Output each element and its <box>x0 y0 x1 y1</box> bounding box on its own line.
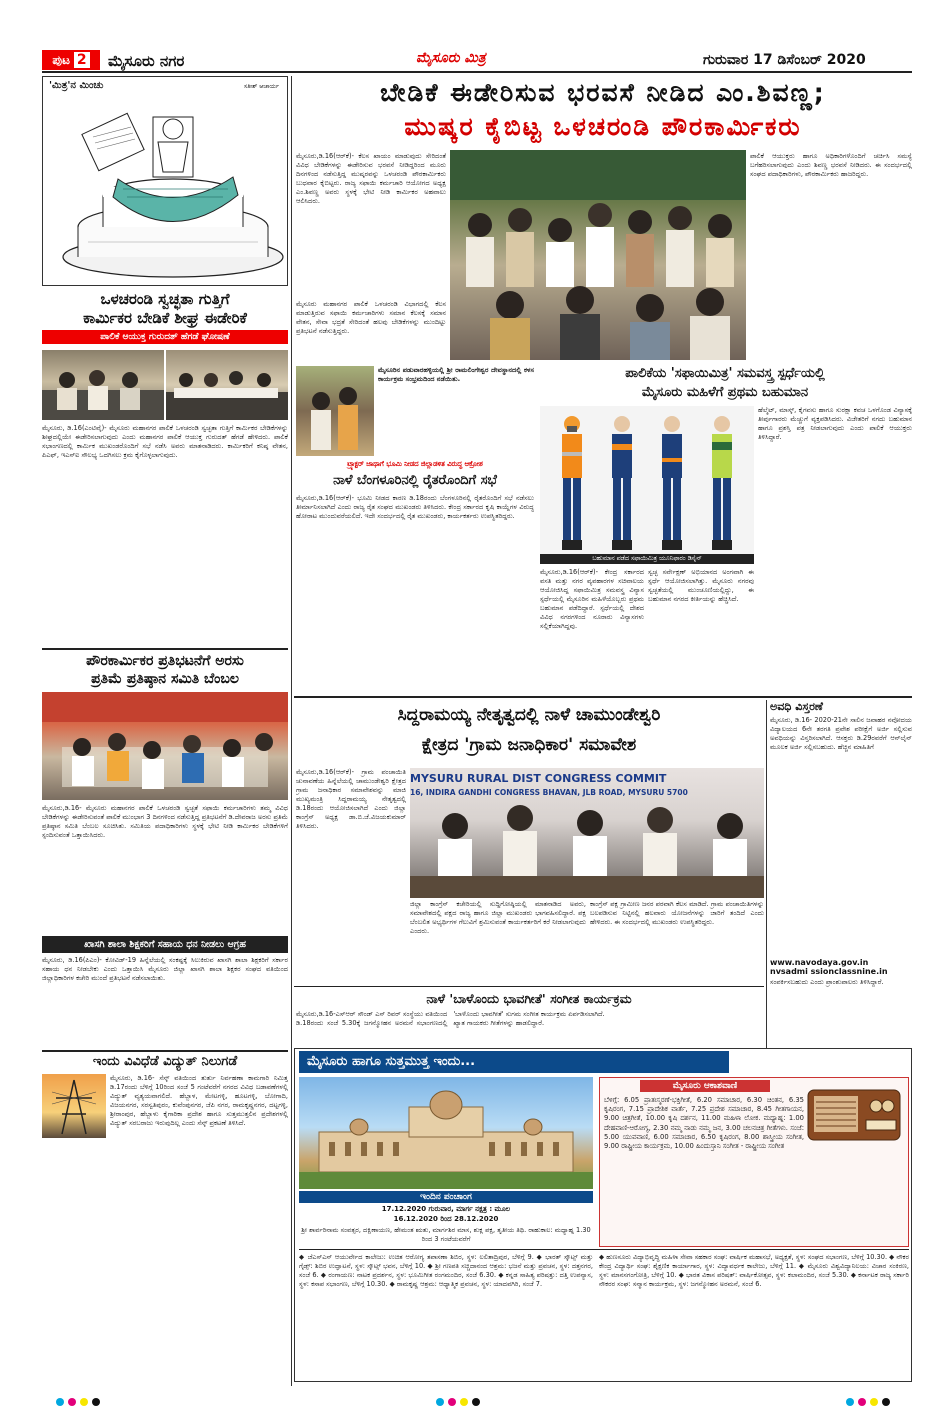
ugd-headline-1: ಒಳಚರಂಡಿ ಸ್ವಚ್ಛತಾ ಗುತ್ತಿಗೆ <box>100 290 230 308</box>
fee-story <box>42 936 288 1048</box>
siddu-headline-1: ಸಿದ್ದರಾಮಯ್ಯ ನೇತೃತ್ವದಲ್ಲಿ ನಾಳೆ ಚಾಮುಂಡೇಶ್ವರಿ <box>397 705 661 725</box>
radio-panel <box>599 1077 909 1247</box>
uniform-design-photo <box>540 406 754 564</box>
fee-body: ಮೈಸೂರು, ಡಿ.16(ಪಿಎಂ)- ಕೋವಿಡ್-19 ಹಿನ್ನೆಲೆಯಲ್ಲಿ ಸಂಕಷ್ಟಕ್ಕೆ ಸಿಲುಕಿರುವ ಖಾಸಗಿ ಶಾಲಾ ಶಿಕ್ಷಕರಿಗೆ ಸರ್ಕಾರ ಸಹಾಯ ಧನ ನೀಡಬೇಕು ಎಂದು ಒತ್ತಾಯಿಸಿ ಮೈಸೂರು ಜಿಲ್ಲಾ ಖಾಸಗಿ ಶಾಲಾ ಶಿಕ್ಷಕರ ಸಂಘದ ವತಿಯಿಂದ ಜಿಲ್ಲಾಧಿಕಾರಿಗಳ ಕಚೇರಿ ಮುಂದೆ ಪ್ರತಿಭಟನೆ ನಡೆಸಲಾಯಿತು. <box>42 956 288 982</box>
page-number-badge <box>42 50 100 70</box>
entrance-url-1[interactable]: www.navodaya.gov.in <box>770 958 869 967</box>
ugd-photo-2 <box>166 350 288 420</box>
protest-story <box>42 648 288 933</box>
cartoon-panel <box>42 76 288 286</box>
lead-body-col-1: ಮೈಸೂರು,ಡಿ.16(ಆರ್‌ಕೆ)- ಕೆಲಸ ಖಾಯಂ ಮಾಡುವುದು ಸೇರಿದಂತೆ ವಿವಿಧ ಬೇಡಿಕೆಗಳನ್ನು ಈಡೇರಿಸುವ ಭರವಸೆ ನೀಡಿದ್ದರಿಂದ ಮೂರು ದಿನಗಳಿಂದ ನಡೆಸುತ್ತಿದ್ದ ಮುಷ್ಕರವನ್ನು ಒಳಚರಂಡಿ ಪೌರಕಾರ್ಮಿಕರು ಬುಧವಾರ ಕೈಬಿಟ್ಟರು. ರಾಜ್ಯ ಸಫಾಯಿ ಕರ್ಮಚಾರಿ ಆಯೋಗದ ಅಧ್ಯಕ್ಷ ಎಂ.ಶಿವಣ್ಣ ಅವರು ಸ್ಥಳಕ್ಕೆ ಭೇಟಿ ನೀಡಿ ಕಾರ್ಮಿಕರ ಅಹವಾಲು ಆಲಿಸಿದರು. <box>296 152 446 205</box>
temple-photo <box>296 366 374 456</box>
today-section <box>294 1048 912 1382</box>
entrance-tail: ಸಂಪರ್ಕಿಸಬಹುದು ಎಂದು ಪ್ರಾಂಶುಪಾಲರು ತಿಳಿಸಿದ್ದಾರೆ. <box>770 978 884 986</box>
power-story <box>42 1050 288 1380</box>
registration-marks <box>0 1392 945 1422</box>
section-title: ಮೈಸೂರು ನಗರ <box>108 52 185 70</box>
lead-body-col-2: ಮೈಸೂರು ಮಹಾನಗರ ಪಾಲಿಕೆ ಒಳಚರಂಡಿ ವಿಭಾಗದಲ್ಲಿ ಕೆಲಸ ಮಾಡುತ್ತಿರುವ ಸಫಾಯಿ ಕರ್ಮಚಾರಿಗಳು ಸಮಾನ ಕೆಲಸಕ್ಕೆ ಸಮಾನ ವೇತನ, ಸೇವಾ ಭದ್ರತೆ ಸೇರಿದಂತೆ ಹಲವು ಬೇಡಿಕೆಗಳನ್ನು ಮುಂದಿಟ್ಟು ಪ್ರತಿಭಟನೆ ನಡೆಸುತ್ತಿದ್ದರು. <box>296 300 446 335</box>
protest-photo <box>42 692 288 800</box>
farmers-body: ಮೈಸೂರು,ಡಿ.16(ಆರ್‌ಕೆ)- ಭೂಮಿ ನೀಡದ ಕಾರಣ ಡಿ.18ರಂದು ಬೆಂಗಳೂರಿನಲ್ಲಿ ರೈತರೊಂದಿಗೆ ಸಭೆ ನಡೆಸಲು ತೀರ್ಮಾನಿಸಲಾಗಿದೆ ಎಂದು ರಾಜ್ಯ ರೈತ ಸಂಘದ ಮುಖಂಡರು ತಿಳಿಸಿದರು. ಕೇಂದ್ರ ಸರ್ಕಾರದ ಕೃಷಿ ಕಾಯ್ದೆಗಳ ವಿರುದ್ಧ ಹೋರಾಟ ಮುಂದುವರೆಯಲಿದೆ. ಇದೇ ಸಂದರ್ಭದಲ್ಲಿ ರೈತ ಮುಖಂಡರು, ಕಾರ್ಯಕರ್ತರು ಉಪಸ್ಥಿತರಿದ್ದರು. <box>296 494 534 520</box>
safai-headline-1: ಪಾಲಿಕೆಯ 'ಸಫಾಯಿಮಿತ್ರ' ಸಮವಸ್ತ್ರ ಸ್ಪರ್ಧೆಯಲ್ಲಿ <box>625 366 825 381</box>
ugd-story <box>42 290 288 645</box>
today-banner: ಮೈಸೂರು ಹಾಗೂ ಸುತ್ತಮುತ್ತ ಇಂದು... <box>299 1051 729 1073</box>
events-right: ◆ ಹುಣಸೂರು ವಿದ್ಯಾಭಿವೃದ್ಧಿ ಮಹಿಳಾ ಸೇವಾ ಸಹಕಾರ ಸಂಘ: ವಾರ್ಷಿಕ ಮಹಾಸಭೆ, ಅಧ್ಯಕ್ಷತೆ, ಸ್ಥಳ: ಸಂಘದ ಸಭಾಂಗಣ, ಬೆಳಿಗ್ಗೆ 10.30. ◆ ನೌಕರ ಕೇಂದ್ರ ವಿದ್ಯಾರ್ಥಿ ಸಂಘ: ಶೈಕ್ಷಣಿಕ ಕಾರ್ಯಾಗಾರ, ಸ್ಥಳ: ವಿದ್ಯಾವರ್ಧಕ ಕಾಲೇಜು, ಬೆಳಿಗ್ಗೆ 11. ◆ ಮೈಸೂರು ವಿಶ್ವವಿದ್ಯಾನಿಲಯ: ವಿಚಾರ ಸಂಕಿರಣ, ಸ್ಥಳ: ಮಾನಸಗಂಗೋತ್ರಿ, ಬೆಳಿಗ್ಗೆ 10. ◆ ಭಾರತ ವಿಕಾಸ ಪರಿಷತ್: ವಾರ್ಷಿಕೋತ್ಸವ, ಸ್ಥಳ: ಕಲಾಮಂದಿರ, ಸಂಜೆ 5.30. ◆ ಕರ್ನಾಟಕ ರಾಜ್ಯ ಸರ್ಕಾರಿ ನೌಕರರ ಸಂಘ: ಸನ್ಮಾನ ಕಾರ್ಯಕ್ರಮ, ಸ್ಥಳ: ಜಗನ್ಮೋಹನ ಅರಮನೆ, ಸಂಜೆ 6. <box>599 1253 909 1288</box>
lead-headline-block <box>294 76 912 148</box>
entrance-headline: ಅವಧಿ ವಿಸ್ತರಣೆ <box>770 700 823 713</box>
page-number: 2 <box>74 52 90 68</box>
uniform-photo-caption: ಬಹುಮಾನ ಪಡೆದ ಸಫಾಯಿಮಿತ್ರ ಯೂನಿಫಾರಂ ಡಿಸೈನ್ <box>540 554 754 564</box>
siddu-body-3: ಕಾಂಗ್ರೆಸ್ ಪಕ್ಷ ಗ್ರಾಮೀಣ ಜನರ ಪರವಾಗಿ ಕೆಲಸ ಮಾಡಿದೆ. ಗ್ರಾಮ ಪಂಚಾಯಿತಿಗಳನ್ನು ಬಲಪಡಿಸುವ ನಿಟ್ಟಿನಲ್ಲಿ ಹಲವಾರು ಯೋಜನೆಗಳನ್ನು ಜಾರಿಗೆ ತಂದಿದೆ ಎಂದು ಹೇಳಿದರು. ಈ ಸಂದರ್ಭದಲ್ಲಿ ಮುಖಂಡರು ಉಪಸ್ಥಿತರಿದ್ದರು. <box>590 900 764 926</box>
ugd-body: ಮೈಸೂರು, ಡಿ.16(ಎಂಟಿವೈ)- ಮೈಸೂರು ಮಹಾನಗರ ಪಾಲಿಕೆ ಒಳಚರಂಡಿ ಸ್ವಚ್ಛತಾ ಗುತ್ತಿಗೆ ಕಾರ್ಮಿಕರ ಬೇಡಿಕೆಗಳನ್ನು ಶೀಘ್ರದಲ್ಲಿಯೇ ಈಡೇರಿಸಲಾಗುವುದು ಎಂದು ಮಹಾನಗರ ಪಾಲಿಕೆ ಆಯುಕ್ತ ಗುರುದತ್ ಹೆಗಡೆ ಹೇಳಿದರು. ಪಾಲಿಕೆ ಸಭಾಂಗಣದಲ್ಲಿ ಕಾರ್ಮಿಕ ಮುಖಂಡರೊಂದಿಗೆ ಸಭೆ ನಡೆಸಿ ಅವರು ಮಾತನಾಡಿದರು. ಕಾರ್ಮಿಕರಿಗೆ ಕನಿಷ್ಠ ವೇತನ, ಪಿಎಫ್, ಇಎಸ್‌ಐ ಸೌಲಭ್ಯ ಒದಗಿಸಲು ಕ್ರಮ ಕೈಗೊಳ್ಳಲಾಗುವುದು. <box>42 424 288 459</box>
safai-headline-2: ಮೈಸೂರು ಮಹಿಳೆಗೆ ಪ್ರಥಮ ಬಹುಮಾನ <box>641 385 809 400</box>
ugd-kicker: ಪಾಲಿಕೆ ಆಯುಕ್ತ ಗುರುದತ್ ಹೆಗಡೆ ಘೋಷಣೆ <box>42 330 288 344</box>
farmers-headline: ನಾಳೆ ಬೆಂಗಳೂರಿನಲ್ಲಿ ರೈತರೊಂದಿಗೆ ಸಭೆ <box>333 473 497 488</box>
protest-headline-1: ಪೌರಕಾರ್ಮಿಕರ ಪ್ರತಿಭಟನೆಗೆ ಅರಸು <box>86 653 244 669</box>
page-label: ಪುಟ <box>52 52 70 67</box>
press-banner-line-1: MYSURU RURAL DIST CONGRESS COMMIT <box>410 772 667 785</box>
siddu-body-2: ಜಿಲ್ಲಾ ಕಾಂಗ್ರೆಸ್ ಕಚೇರಿಯಲ್ಲಿ ಸುದ್ದಿಗೋಷ್ಠಿಯಲ್ಲಿ ಮಾತನಾಡಿದ ಅವರು, ಸಮಾವೇಶದಲ್ಲಿ ಪಕ್ಷದ ರಾಜ್ಯ ಹಾಗೂ ಜಿಲ್ಲಾ ಮುಖಂಡರು ಭಾಗವಹಿಸಲಿದ್ದಾರೆ. ಪಕ್ಷ ಬೆಂಬಲಿತ ಅಭ್ಯರ್ಥಿಗಳ ಗೆಲುವಿಗೆ ಶ್ರಮಿಸುವಂತೆ ಕಾರ್ಯಕರ್ತರಿಗೆ ಕರೆ ನೀಡಲಾಗುವುದು ಎಂದರು. <box>410 900 586 935</box>
music-headline: ನಾಳೆ 'ಬಾಳೊಂದು ಭಾವಗೀತೆ' ಸಂಗೀತ ಕಾರ್ಯಕ್ರಮ <box>426 991 632 1006</box>
press-meet-photo <box>410 768 764 898</box>
lead-body-col-3: ಪಾಲಿಕೆ ಆಯುಕ್ತರು ಹಾಗೂ ಅಧಿಕಾರಿಗಳೊಂದಿಗೆ ಚರ್ಚಿಸಿ ಸಮಸ್ಯೆ ಬಗೆಹರಿಸಲಾಗುವುದು ಎಂದು ಶಿವಣ್ಣ ಭರವಸೆ ನೀಡಿದರು. ಈ ಸಂದರ್ಭದಲ್ಲಿ ಸಂಘದ ಪದಾಧಿಕಾರಿಗಳು, ಪೌರಕಾರ್ಮಿಕರು ಹಾಜರಿದ್ದರು. <box>750 152 912 178</box>
issue-date: ಗುರುವಾರ 17 ಡಿಸೆಂಬರ್ 2020 <box>703 52 866 68</box>
cartoon-drawing <box>43 77 288 286</box>
radio-icon <box>804 1084 904 1144</box>
paper-logo: ಮೈಸೂರು ಮಿತ್ರ <box>416 50 486 66</box>
panchang-line-1: 17.12.2020 ಗುರುವಾರ, ಮಾರ್ಗ ನಕ್ಷತ್ರ : ಮೂಲ <box>381 1205 511 1213</box>
power-headline: ಇಂದು ವಿವಿಧೆಡೆ ವಿದ್ಯುತ್ ನಿಲುಗಡೆ <box>92 1054 238 1069</box>
panchang-line-2: 16.12.2020 ರಿಂದ 28.12.2020 <box>393 1215 499 1223</box>
panchang-body: ಶ್ರೀ ಶಾರ್ವರಿನಾಮ ಸಂವತ್ಸರ, ದಕ್ಷಿಣಾಯಣ, ಹೇಮಂತ ಋತು, ಮಾರ್ಗಶಿರ ಮಾಸ, ಶುಕ್ಲ ಪಕ್ಷ, ತೃತೀಯ ತಿಥಿ. ರಾಹುಕಾಲ: ಮಧ್ಯಾಹ್ನ 1.30 ರಿಂದ 3 ಗಂಟೆಯವರೆಗೆ <box>301 1226 591 1243</box>
protest-body: ಮೈಸೂರು,ಡಿ.16- ಮೈಸೂರು ಮಹಾನಗರ ಪಾಲಿಕೆ ಒಳಚರಂಡಿ ಸ್ವಚ್ಛತೆ ಸಫಾಯಿ ಕರ್ಮಚಾರಿಗಳು ತಮ್ಮ ವಿವಿಧ ಬೇಡಿಕೆಗಳನ್ನು ಈಡೇರಿಸುವಂತೆ ಪಾಲಿಕೆ ಮುಂಭಾಗ 3 ದಿನಗಳಿಂದ ನಡೆಸುತ್ತಿದ್ದ ಪ್ರತಿಭಟನೆಗೆ ಡಿ.ದೇವರಾಜ ಅರಸು ಪ್ರತಿಮೆ ಪ್ರತಿಷ್ಠಾನ ಸಮಿತಿ ಬೆಂಬಲ ಸೂಚಿಸಿತು. ಸಮಿತಿಯ ಪದಾಧಿಕಾರಿಗಳು ಸ್ಥಳಕ್ಕೆ ಭೇಟಿ ನೀಡಿ ಕಾರ್ಮಿಕರ ಬೇಡಿಕೆಗಳಿಗೆ ಸ್ಪಂದಿಸುವಂತೆ ಒತ್ತಾಯಿಸಿದರು. <box>42 804 288 839</box>
radio-title: ಮೈಸೂರು ಆಕಾಶವಾಣಿ <box>640 1080 770 1092</box>
press-banner-line-2: 16, INDIRA GANDHI CONGRESS BHAVAN, JLB ROAD, MYSURU 5700 <box>410 788 688 797</box>
safai-body-1: ಮೈಸೂರು,ಡಿ.16(ಆರ್‌ಕೆ)- ಕೇಂದ್ರ ಸರ್ಕಾರದ ವಸತಿ ಮತ್ತು ನಗರ ವ್ಯವಹಾರಗಳ ಸಚಿವಾಲಯ ಆಯೋಜಿಸಿದ್ದ ಸಫಾಯಿಮಿತ್ರ ಸಮವಸ್ತ್ರ ವಿನ್ಯಾಸ ಸ್ಪರ್ಧೆಯಲ್ಲಿ ಮೈಸೂರಿನ ಮಹಿಳೆಯೊಬ್ಬರು ಪ್ರಥಮ ಬಹುಮಾನ ಪಡೆದಿದ್ದಾರೆ. ಸ್ಪರ್ಧೆಯಲ್ಲಿ ದೇಶದ ವಿವಿಧ ನಗರಗಳಿಂದ ನೂರಾರು ವಿನ್ಯಾಸಗಳು ಸಲ್ಲಿಕೆಯಾಗಿದ್ದವು. <box>540 568 644 630</box>
protest-headline-2: ಪ್ರತಿಮೆ ಪ್ರತಿಷ್ಠಾನ ಸಮಿತಿ ಬೆಂಬಲ <box>91 671 239 687</box>
siddu-headline-2: ಕ್ಷೇತ್ರದ 'ಗ್ರಾಮ ಜನಾಧಿಕಾರ' ಸಮಾವೇಶ <box>421 735 637 755</box>
fee-headline: ಖಾಸಗಿ ಶಾಲಾ ಶಿಕ್ಷಕರಿಗೆ ಸಹಾಯ ಧನ ನೀಡಲು ಆಗ್ರಹ <box>42 936 288 953</box>
safai-body-right: ಹೆಲ್ಮೆಟ್, ಮಾಸ್ಕ್, ಕೈಗವಸು ಹಾಗೂ ಸುರಕ್ಷಾ ಕವಚ ಒಳಗೊಂಡ ವಿನ್ಯಾಸಕ್ಕೆ ತೀರ್ಪುಗಾರರು ಮೆಚ್ಚುಗೆ ವ್ಯಕ್ತಪಡಿಸಿದರು. ವಿಜೇತರಿಗೆ ನಗದು ಬಹುಮಾನ ಹಾಗೂ ಪ್ರಶಸ್ತಿ ಪತ್ರ ನೀಡಲಾಗುವುದು ಎಂದು ಪಾಲಿಕೆ ಆಯುಕ್ತರು ತಿಳಿಸಿದ್ದಾರೆ. <box>758 406 912 441</box>
safai-body-3: ಸ್ವಚ್ಛ ಸರ್ವೇಕ್ಷಣ್ ಅಭಿಯಾನದ ಅಂಗವಾಗಿ ಈ ಸ್ಪರ್ಧೆ ಆಯೋಜಿಸಲಾಗಿತ್ತು. ಮೈಸೂರು ನಗರವು ಸ್ವಚ್ಛತೆಯಲ್ಲಿ ಮುಂಚೂಣಿಯಲ್ಲಿದ್ದು, ಈ ಬಹುಮಾನ ನಗರದ ಕೀರ್ತಿಯನ್ನು ಹೆಚ್ಚಿಸಿದೆ. <box>648 568 754 603</box>
farmers-kicker: ಟ್ರ್ಯಾಕ್ಟರ್ ಜಾಥಾಗೆ ಭೂಮಿ ನೀಡದ ಜಿಲ್ಲಾಡಳಿತ ವಿರುದ್ಧ ಆಕ್ರೋಶ <box>347 460 483 468</box>
power-tower-photo <box>42 1074 106 1138</box>
entrance-url-2[interactable]: nvsadmi ssionclassnine.in <box>770 967 888 976</box>
cartoon-title: 'ಮಿತ್ರ'ನ ಮಿಂಚು <box>49 80 104 91</box>
lead-headline-1: ಬೇಡಿಕೆ ಈಡೇರಿಸುವ ಭರವಸೆ ನೀಡಿದ ಎಂ.ಶಿವಣ್ಣ; <box>380 78 826 107</box>
lead-headline-2: ಮುಷ್ಕರ ಕೈಬಿಟ್ಟ ಒಳಚರಂಡಿ ಪೌರಕಾರ್ಮಿಕರು <box>404 112 802 141</box>
radio-schedule: ಬೆಳಿಗ್ಗೆ: 6.05 ಪ್ರಾತಃಸ್ಮರಣೆ-ಭಕ್ತಿಗೀತೆ, 6.20 ಸಮಾಚಾರ, 6.30 ಚಿಂತನ, 6.35 ಕೃಷಿರಂಗ, 7.15 ಪ್ರಾದೇಶಿಕ ವಾರ್ತೆ, 7.25 ಪ್ರದೇಶ ಸಮಾಚಾರ, 8.45 ಗೀತಗಾಯನ, 9.00 ಚಿತ್ರಗೀತೆ, 10.00 ಕೃಷಿ ದರ್ಶನ, 11.00 ಮಹಿಳಾ ಲೋಕ. ಮಧ್ಯಾಹ್ನ: 1.00 ದೇಹವಾಣಿ-ಆರೋಗ್ಯ, 2.30 ನಮ್ಮ ನಾಡು ನಮ್ಮ ಜನ, 3.00 ಚಲನಚಿತ್ರ ಗೀತೆಗಳು. ಸಂಜೆ: 5.00 ಯುವವಾಣಿ, 6.00 ಸಮಾಚಾರ, 6.50 ಕೃಷಿರಂಗ, 8.00 ಶಾಸ್ತ್ರೀಯ ಸಂಗೀತ, 9.00 ರಾಷ್ಟ್ರೀಯ ಕಾರ್ಯಕ್ರಮ, 10.00 ಹಿಂದುಸ್ತಾನಿ ಸಂಗೀತ - ರಾಷ್ಟ್ರೀಯ ಸಂಗೀತ <box>604 1096 804 1151</box>
palace-photo <box>299 1077 593 1189</box>
panchang-title: ಇಂದಿನ ಪಂಚಾಂಗ <box>299 1191 593 1203</box>
entrance-body: ಮೈಸೂರು, ಡಿ.16- 2020-21ನೇ ಸಾಲಿನ ಜವಾಹರ ನವೋದಯ ವಿದ್ಯಾಲಯದ 6ನೇ ತರಗತಿ ಪ್ರವೇಶ ಪರೀಕ್ಷೆಗೆ ಅರ್ಜಿ ಸಲ್ಲಿಸುವ ಅವಧಿಯನ್ನು ವಿಸ್ತರಿಸಲಾಗಿದೆ. ಆಸಕ್ತರು ಡಿ.29ರವರೆಗೆ ಆನ್‌ಲೈನ್ ಮೂಲಕ ಅರ್ಜಿ ಸಲ್ಲಿಸಬಹುದು. ಹೆಚ್ಚಿನ ಮಾಹಿತಿಗೆ <box>770 716 912 751</box>
temple-photo-caption: ಮೈಸೂರಿನ ಪಡುವಾರಹಳ್ಳಿಯಲ್ಲಿ ಶ್ರೀ ರಾಮಲಿಂಗೇಶ್ವರ ದೇವಸ್ಥಾನದಲ್ಲಿ ಕಳಸ ಕಾರ್ಯಕ್ರಮ ಸಂಭ್ರಮದಿಂದ ನಡೆಯಿತು. <box>378 366 534 383</box>
cartoon-artist: ಸತೀಶ್ ಆಚಾರ್ಯ <box>244 83 279 90</box>
lead-photo <box>450 150 746 360</box>
power-body: ಮೈಸೂರು, ಡಿ.16- ಸೆಸ್ಕ್ ವತಿಯಿಂದ ತುರ್ತು ನಿರ್ವಹಣಾ ಕಾಮಗಾರಿ ನಿಮಿತ್ತ ಡಿ.17ರಂದು ಬೆಳಿಗ್ಗೆ 10ರಿಂದ ಸಂಜೆ 5 ಗಂಟೆವರೆಗೆ ನಗರದ ವಿವಿಧ ಬಡಾವಣೆಗಳಲ್ಲಿ ವಿದ್ಯುತ್ ವ್ಯತ್ಯಯವಾಗಲಿದೆ. ಹೆಬ್ಬಾಳ, ಮೇಟಗಳ್ಳಿ, ಹೂಟಗಳ್ಳಿ, ಬೋಗಾದಿ, ವಿಜಯನಗರ, ಸರಸ್ವತಿಪುರಂ, ಕುವೆಂಪುನಗರ, ಜೆಪಿ ನಗರ, ರಾಮಕೃಷ್ಣನಗರ, ದಟ್ಟಗಳ್ಳಿ, ಶ್ರೀರಾಂಪುರ, ಹೆಬ್ಬಾಳು ಕೈಗಾರಿಕಾ ಪ್ರದೇಶ ಹಾಗೂ ಸುತ್ತಮುತ್ತಲಿನ ಪ್ರದೇಶಗಳಲ್ಲಿ ವಿದ್ಯುತ್ ಸರಬರಾಜು ಇರುವುದಿಲ್ಲ ಎಂದು ಸೆಸ್ಕ್ ಪ್ರಕಟಣೆ ತಿಳಿಸಿದೆ. <box>110 1074 288 1127</box>
events-left: ◆ ಜೆಎಸ್‌ಎಸ್ ಆಯುರ್ವೇದ ಕಾಲೇಜು: ಉಚಿತ ಆರೋಗ್ಯ ತಪಾಸಣಾ ಶಿಬಿರ, ಸ್ಥಳ: ಲಲಿತಾದ್ರಿಪುರ, ಬೆಳಿಗ್ಗೆ 9. ◆ ಭಾರತ್ ಸ್ಕೌಟ್ಸ್ ಮತ್ತು ಗೈಡ್ಸ್: ಶಿಬಿರ ಉದ್ಘಾಟನೆ, ಸ್ಥಳ: ಸ್ಕೌಟ್ಸ್ ಭವನ, ಬೆಳಿಗ್ಗೆ 10. ◆ ಶ್ರೀ ಗಣಪತಿ ಸಚ್ಚಿದಾನಂದ ಆಶ್ರಮ: ಭಜನೆ ಮತ್ತು ಪ್ರವಚನ, ಸ್ಥಳ: ದತ್ತನಗರ, ಸಂಜೆ 6. ◆ ರಂಗಾಯಣ: ನಾಟಕ ಪ್ರದರ್ಶನ, ಸ್ಥಳ: ಭೂಮಿಗೀತ ರಂಗಮಂದಿರ, ಸಂಜೆ 6.30. ◆ ಕನ್ನಡ ಸಾಹಿತ್ಯ ಪರಿಷತ್ತು: ದತ್ತಿ ಉಪನ್ಯಾಸ, ಸ್ಥಳ: ಕಸಾಪ ಸಭಾಂಗಣ, ಬೆಳಿಗ್ಗೆ 10.30. ◆ ರಾಮಕೃಷ್ಣ ಆಶ್ರಮ: ಆಧ್ಯಾತ್ಮಿಕ ಪ್ರವಚನ, ಸ್ಥಳ: ಯಾದವಗಿರಿ, ಸಂಜೆ 7. <box>299 1253 593 1288</box>
siddu-headline-block <box>294 700 764 766</box>
ugd-headline-2: ಕಾರ್ಮಿಕರ ಬೇಡಿಕೆ ಶೀಘ್ರ ಈಡೇರಿಕೆ <box>83 309 247 327</box>
music-body: ಮೈಸೂರು,ಡಿ.16-ಎಸ್‌ಆರ್ ಸೌಂಡ್ ಎಸ್ ರಿವರ್ ಸಂಸ್ಥೆಯು ವತಿಯಿಂದ ಡಿ.18ರಂದು ಸಂಜೆ 5.30ಕ್ಕೆ ಜಗನ್ಮೋಹನ ಅರಮನೆ ಸಭಾಂಗಣದಲ್ಲಿ 'ಬಾಳೊಂದು ಭಾವಗೀತೆ' ಸುಗಮ ಸಂಗೀತ ಕಾರ್ಯಕ್ರಮ ಏರ್ಪಡಿಸಲಾಗಿದೆ. ಖ್ಯಾತ ಗಾಯಕರು ಗೀತೆಗಳನ್ನು ಹಾಡಲಿದ್ದಾರೆ. <box>296 1010 605 1027</box>
siddu-body-1: ಮೈಸೂರು,ಡಿ.16(ಆರ್‌ಕೆ)- ಗ್ರಾಮ ಪಂಚಾಯಿತಿ ಚುನಾವಣೆಯ ಹಿನ್ನೆಲೆಯಲ್ಲಿ ಚಾಮುಂಡೇಶ್ವರಿ ಕ್ಷೇತ್ರದ ಗ್ರಾಮ ಜನಾಧಿಕಾರ ಸಮಾವೇಶವನ್ನು ಮಾಜಿ ಮುಖ್ಯಮಂತ್ರಿ ಸಿದ್ದರಾಮಯ್ಯ ನೇತೃತ್ವದಲ್ಲಿ ಡಿ.18ರಂದು ಆಯೋಜಿಸಲಾಗಿದೆ ಎಂದು ಜಿಲ್ಲಾ ಕಾಂಗ್ರೆಸ್ ಅಧ್ಯಕ್ಷ ಡಾ.ಬಿ.ಜೆ.ವಿಜಯಕುಮಾರ್ ತಿಳಿಸಿದರು. <box>296 768 406 830</box>
ugd-photo-1 <box>42 350 164 420</box>
entrance-story <box>770 700 912 1046</box>
